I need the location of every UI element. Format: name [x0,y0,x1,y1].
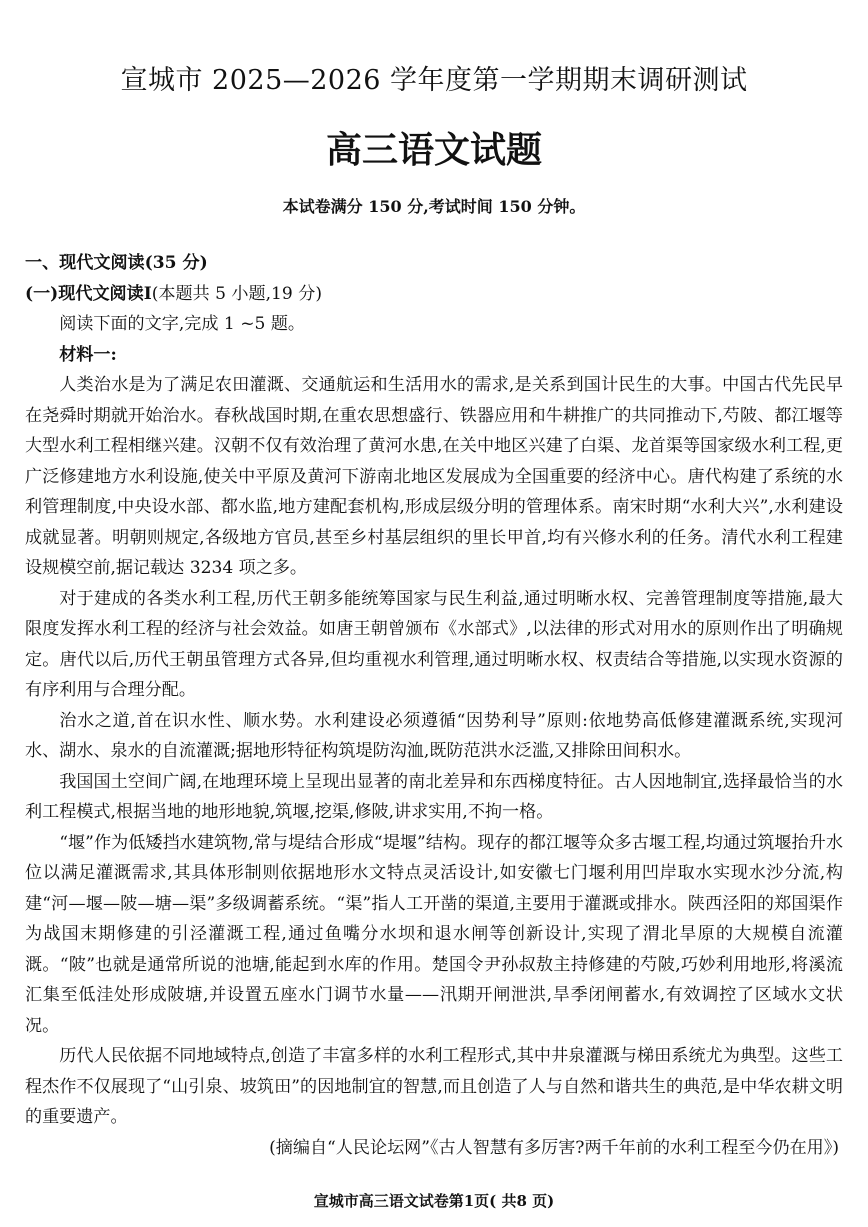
material-label: 材料一: [59,344,117,365]
paragraph: 对于建成的各类水利工程,历代王朝多能统筹国家与民生利益,通过明晰水权、完善管理制度等措施,最大限度发挥水利工程的经济与社会效益。如唐王朝曾颁布《水部式》,以法律的形式对用水的原则作出了明确规定。唐代以后,历代王朝虽管理方式各异,但均重视水利管理,通过明晰水权、权责结合等措施,以实现水资源的有序利用与合理分配。 [25,588,843,700]
paragraph: 我国国土空间广阔,在地理环境上呈现出显著的南北差异和东西梯度特征。古人因地制宜,选择最恰当的水利工程模式,根据当地的地形地貌,筑堰,挖渠,修陂,讲求实用,不拘一格。 [25,771,843,822]
sub-section-title: (一)现代文阅读Ⅰ [25,283,152,304]
exam-title: 宣城市 2025—2026 学年度第一学期期末调研测试 [120,65,748,96]
paragraph: 人类治水是为了满足农田灌溉、交通航运和生活用水的需求,是关系到国计民生的大事。中国古代先民早在尧舜时期就开始治水。春秋战国时期,在重农思想盛行、铁器应用和牛耕推广的共同推动下,芍陂、都江堰等大型水利工程相继兴建。汉朝不仅有效治理了黄河水患,在关中地区兴建了白渠、龙首渠等国家级水利工程,更广泛修建地方水利设施,使关中平原及黄河下游南北地区发展成为全国重要的经济中心。唐代构建了系统的水利管理制度,中央设水部、都水监,地方建配套机构,形成层级分明的管理体系。南宋时期“水利大兴”,水利建设成就显著。明朝则规定,各级地方官员,甚至乡村基层组织的里长甲首,均有兴修水利的任务。清代水利工程建设规模空前,据记载达 3234 项之多。 [25,375,843,578]
page-footer: 宣城市高三语文试卷第1页( 共8 页) [313,1192,555,1210]
sub-section-heading [25,279,843,310]
instruction: 阅读下面的文字,完成 1 ~5 题。 [59,314,306,334]
subject-title: 高三语文试题 [325,130,542,171]
section-heading: 一、现代文阅读(35 分) [25,253,208,273]
paragraph: “堰”作为低矮挡水建筑物,常与堤结合形成“堤堰”结构。现存的都江堰等众多古堰工程,均通过筑堰抬升水位以满足灌溉需求,其具体形制则依据地形水文特点灵活设计,如安徽七门堰利用凹岸取水实现水沙分流,构建“河—堰—陂—塘—渠”多级调蓄系统。“渠”指人工开凿的渠道,主要用于灌溉或排水。陕西泾阳的郑国渠作为战国末期修建的引泾灌溉工程,通过鱼嘴分水坝和退水闸等创新设计,实现了渭北旱原的大规模自流灌溉。“陂”也就是通常所说的池塘,能起到水库的作用。楚国令尹孙叔敖主持修建的芍陂,巧妙利用地形,将溪流汇集至低洼处形成陂塘,并设置五座水门调节水量——汛期开闸泄洪,旱季闭闸蓄水,有效调控了区域水文状况。 [25,832,843,1036]
paragraph: 治水之道,首在识水性、顺水势。水利建设必须遵循“因势利导”原则:依地势高低修建灌溉系统,实现河水、湖水、泉水的自流灌溉;据地形特征构筑堤防沟洫,既防范洪水泛滥,又排除田间积水。 [25,710,843,761]
reading-section [25,248,843,1163]
paragraph: 历代人民依据不同地域特点,创造了丰富多样的水利工程形式,其中井泉灌溉与梯田系统尤为典型。这些工程杰作不仅展现了“山引泉、坡筑田”的因地制宜的智慧,而且创造了人与自然和谐共生的典范,是中华农耕文明的重要遗产。 [25,1046,843,1127]
source-citation: (摘编自“人民论坛网”《古人智慧有多厉害?两千年前的水利工程至今仍在用》) [269,1137,839,1158]
exam-note: 本试卷满分 150 分,考试时间 150 分钟。 [282,197,586,216]
sub-section-score: (本题共 5 小题,19 分) [151,283,322,304]
